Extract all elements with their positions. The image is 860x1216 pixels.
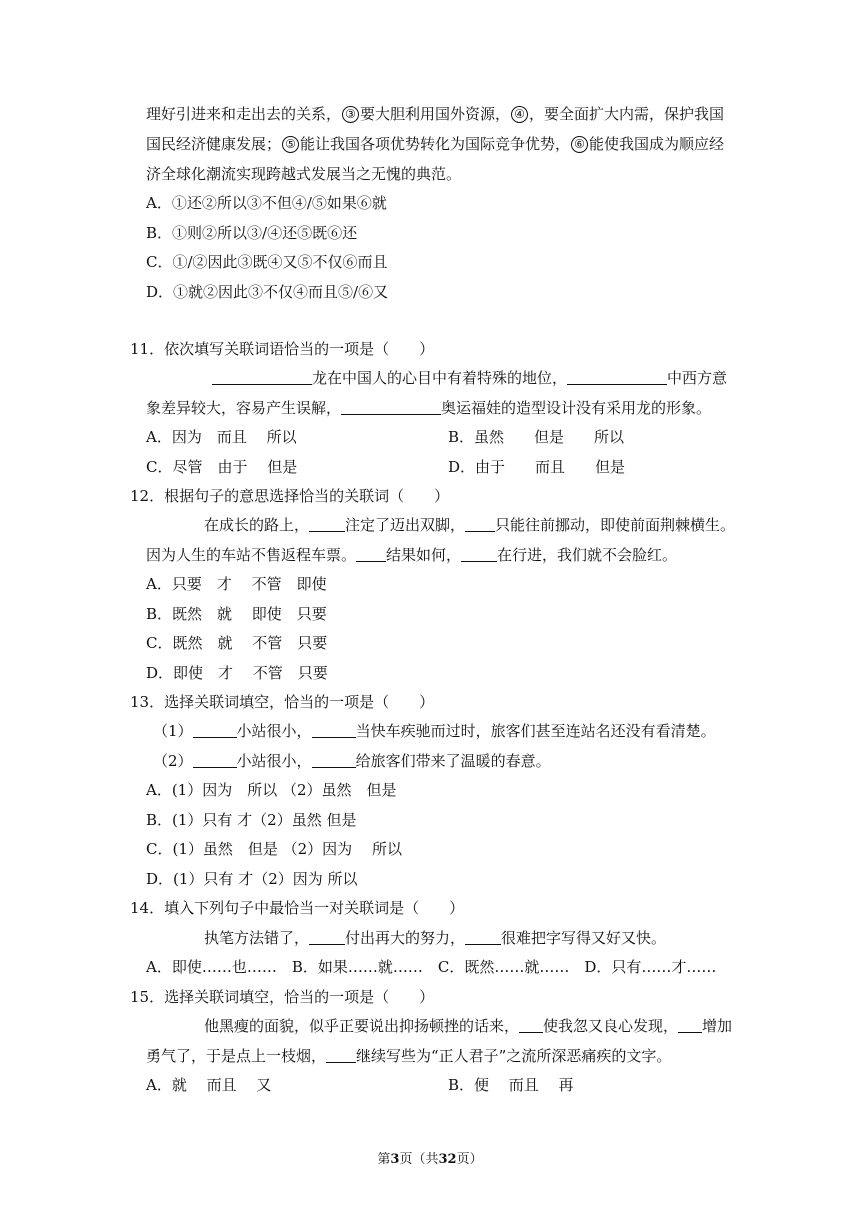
q13-sentence-1: （1） 小站很小， 当快车疾驰而过时，旅客们甚至连站名还没有看清楚。 (153, 722, 716, 740)
q12-option-a: A．只要 才 不管 即使 (146, 575, 327, 593)
circled-number: ④ (511, 106, 528, 123)
q10-option-b: B．①则②所以③/④还⑤既⑥还 (146, 224, 358, 242)
q13-stem: 13．选择关联词填空，恰当的一项是（ ） (130, 693, 435, 711)
blank (193, 722, 237, 738)
circled-number: ⑤ (282, 136, 299, 153)
blank (465, 516, 495, 532)
q13-option-d: D．(1）只有 才（2）因为 所以 (146, 870, 358, 888)
q12-sentence-1: 在成长的路上， 注定了迈出双脚， 只能往前挪动，即使前面荆棘横生。 (204, 516, 736, 534)
q10-line-2: 国民经济健康发展； ⑤ 能让我国各项优势转化为国际竞争优势， ⑥ 能使我国成为顺应经 (146, 135, 725, 153)
q14-sentence: 执笔方法错了， 付出再大的努力， 很难把字写得又好又快。 (204, 929, 667, 947)
blank (567, 369, 667, 385)
q13-option-c: C．(1）虽然 但是 （2）因为 所以 (146, 840, 402, 858)
page-total: 32 (438, 1152, 457, 1167)
q10-line-3: 济全球化潮流实现跨越式发展当之无愧的典范。 (146, 165, 462, 183)
q13-sentence-2: （2） 小站很小， 给旅客们带来了温暖的春意。 (153, 752, 551, 770)
q13-option-a: A．(1）因为 所以 （2）虽然 但是 (146, 781, 397, 799)
blank (326, 1047, 356, 1063)
page-number: 3 (390, 1152, 400, 1167)
q12-stem: 12．根据句子的意思选择恰当的关联词（ ） (130, 487, 450, 505)
blank (461, 546, 497, 562)
blank (341, 399, 441, 415)
q11-option-b: B．虽然 但是 所以 (448, 428, 625, 446)
q11-option-d: D．由于 而且 但是 (448, 458, 626, 476)
q13-option-b: B．(1）只有 才（2）虽然 但是 (146, 811, 357, 829)
circled-number: ⑥ (571, 136, 588, 153)
q11-sentence-2: 象差异较大，容易产生误解， 奥运福娃的造型设计没有采用龙的形象。 (146, 399, 712, 417)
q11-option-a: A．因为 而且 所以 (146, 428, 297, 446)
page-footer: 第3页（共32页） (377, 1152, 483, 1167)
q11-option-c: C．尽管 由于 但是 (146, 458, 298, 476)
q12-option-b: B．既然 就 即使 只要 (146, 605, 327, 623)
q12-option-c: C．既然 就 不管 只要 (146, 634, 328, 652)
blank (312, 722, 356, 738)
blank (356, 546, 386, 562)
q15-sentence-2: 勇气了，于是点上一枝烟， 继续写些为“正人君子”之流所深恶痛疾的文字。 (146, 1047, 672, 1065)
circled-number: ③ (342, 106, 359, 123)
q15-sentence-1: 他黑瘦的面貌，似乎正要说出抑扬顿挫的话来， 使我忽又良心发现， 增加 (204, 1017, 733, 1035)
q14-stem: 14．填入下列句子中最恰当一对关联词是（ ） (130, 899, 465, 917)
q11-sentence-1: 龙在中国人的心目中有着特殊的地位， 中西方意 (212, 368, 727, 388)
q10-line-1: 理好引进来和走出去的关系， ③ 要大胆利用国外资源， ④ ，要全面扩大内需，保护我国 (146, 105, 725, 123)
q15-option-b: B．便 而且 再 (448, 1076, 574, 1094)
blank (193, 752, 237, 768)
blank (465, 929, 501, 945)
blank (312, 752, 356, 768)
q14-options: A．即使……也…… B．如果……就…… C．既然……就…… D．只有……才…… (146, 958, 717, 976)
q10-option-a: A．①还②所以③不但④/⑤如果⑥就 (146, 194, 387, 212)
q12-option-d: D．即使 才 不管 只要 (146, 664, 328, 682)
q15-stem: 15．选择关联词填空，恰当的一项是（ ） (130, 988, 435, 1006)
q15-option-a: A．就 而且 又 (146, 1076, 272, 1094)
blank (309, 929, 345, 945)
q11-stem: 11．依次填写关联词语恰当的一项是（ ） (130, 340, 435, 358)
q10-option-c: C．①/②因此③既④又⑤不仅⑥而且 (146, 253, 388, 271)
q10-option-d: D．①就②因此③不仅④而且⑤/⑥又 (146, 283, 389, 301)
blank (309, 516, 345, 532)
blank (212, 369, 312, 385)
blank (519, 1017, 543, 1033)
q12-sentence-2: 因为人生的车站不售返程车票。 结果如何， 在行进，我们就不会脸红。 (146, 546, 678, 564)
blank (678, 1017, 702, 1033)
